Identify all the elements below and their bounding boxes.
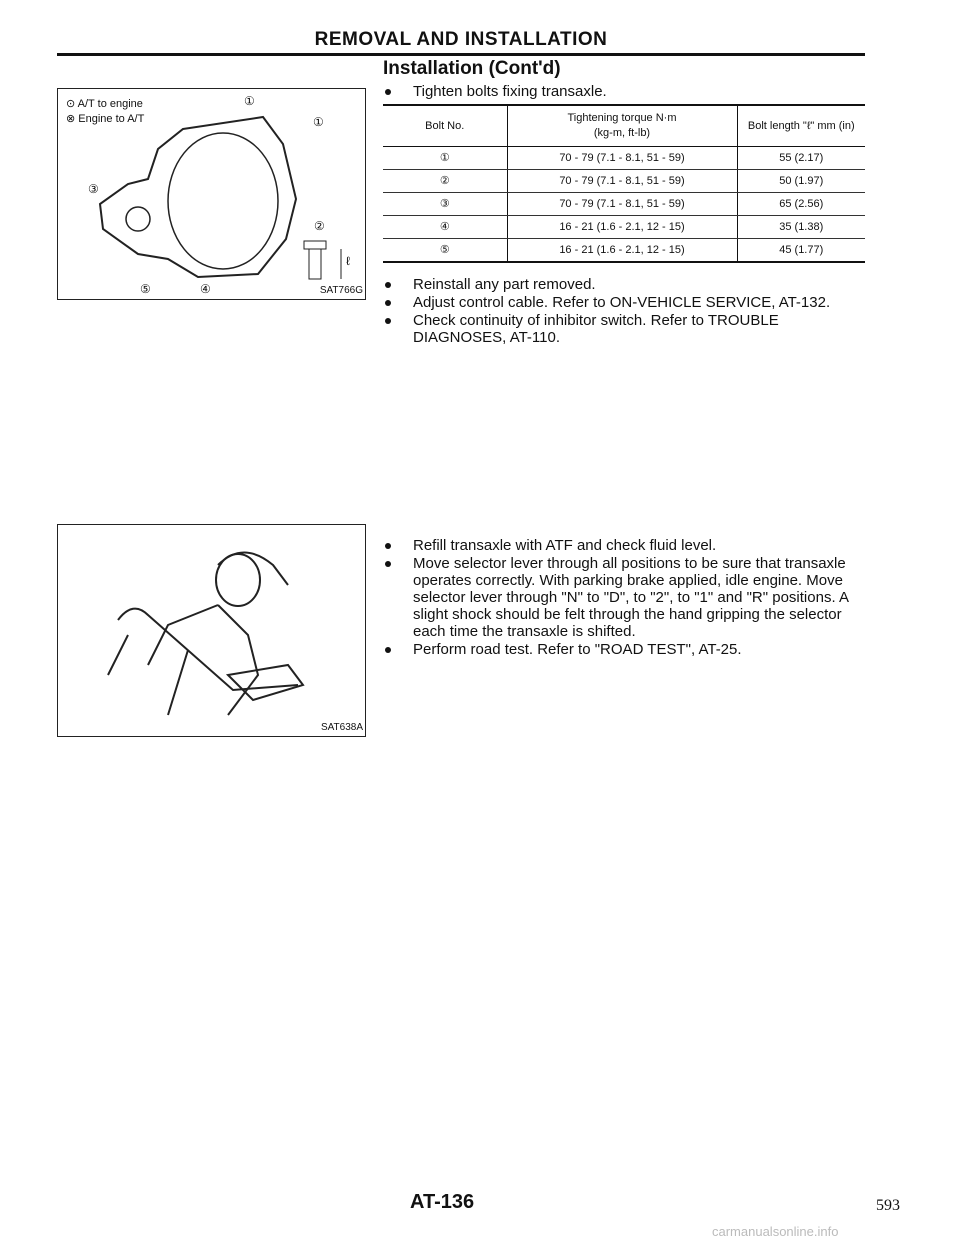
figure-legend bbox=[66, 97, 181, 127]
table-row bbox=[383, 147, 865, 170]
cell: 65 (2.56) bbox=[737, 193, 865, 216]
legend-engine-to-at: ⊗ Engine to A/T bbox=[66, 113, 145, 125]
cell: 35 (1.38) bbox=[737, 216, 865, 239]
cell: 70 - 79 (7.1 - 8.1, 51 - 59) bbox=[507, 147, 737, 170]
cell: 50 (1.97) bbox=[737, 170, 865, 193]
cell: 70 - 79 (7.1 - 8.1, 51 - 59) bbox=[507, 193, 737, 216]
section-subtitle: Installation (Cont'd) bbox=[383, 58, 561, 79]
cell: ④ bbox=[383, 216, 507, 239]
callout-1b: ① bbox=[313, 115, 324, 129]
page-code: AT-136 bbox=[410, 1191, 475, 1213]
watermark: carmanualsonline.info bbox=[712, 1224, 839, 1239]
intro-bullet bbox=[383, 83, 865, 101]
selector-check-figure bbox=[57, 524, 366, 737]
cell: 70 - 79 (7.1 - 8.1, 51 - 59) bbox=[507, 170, 737, 193]
table-row bbox=[383, 239, 865, 263]
table-row bbox=[383, 170, 865, 193]
callout-2: ② bbox=[314, 219, 325, 233]
cell: 16 - 21 (1.6 - 2.1, 12 - 15) bbox=[507, 216, 737, 239]
callout-5: ⑤ bbox=[140, 282, 151, 296]
cell: ② bbox=[383, 170, 507, 193]
cell: 45 (1.77) bbox=[737, 239, 865, 263]
bullet-item: Check continuity of inhibitor switch. Refer to TROUBLE DIAGNOSES, AT-110. bbox=[383, 312, 865, 346]
cell: ⑤ bbox=[383, 239, 507, 263]
table-row bbox=[383, 216, 865, 239]
callout-3: ③ bbox=[88, 182, 99, 196]
bullet-item: Move selector lever through all positions to be sure that transaxle operates correctly. With parking brake applied, idle engine. Move selector lever through "N" to "D", to "2", to "1" and "R" positions. A slight shock should be felt through the hand gripping the selector each time the transaxle is shifted. bbox=[383, 555, 865, 640]
cell: 16 - 21 (1.6 - 2.1, 12 - 15) bbox=[507, 239, 737, 263]
bullet-item: Perform road test. Refer to "ROAD TEST", AT-25. bbox=[383, 641, 865, 658]
figure-id: SAT766G bbox=[319, 285, 363, 296]
col-bolt-no: Bolt No. bbox=[383, 105, 507, 147]
page-number: 593 bbox=[876, 1197, 900, 1214]
cell: ① bbox=[383, 147, 507, 170]
col-length: Bolt length "ℓ" mm (in) bbox=[737, 105, 865, 147]
section-header: REMOVAL AND INSTALLATION bbox=[314, 29, 608, 50]
mechanic-illustration bbox=[58, 525, 365, 736]
col-torque: Tightening torque N·m (kg-m, ft-lb) bbox=[507, 105, 737, 147]
bullet-list-2 bbox=[383, 537, 865, 659]
bullet-list-1 bbox=[383, 276, 865, 347]
bolt-torque-table bbox=[383, 104, 865, 263]
table-row bbox=[383, 193, 865, 216]
bullet-item: Reinstall any part removed. bbox=[383, 276, 865, 293]
cell: 55 (2.17) bbox=[737, 147, 865, 170]
bullet-item: Tighten bolts fixing transaxle. bbox=[383, 83, 865, 100]
callout-4: ④ bbox=[200, 282, 211, 296]
callout-1: ① bbox=[244, 94, 255, 108]
bullet-item: Refill transaxle with ATF and check fluid level. bbox=[383, 537, 865, 554]
legend-at-to-engine: ⊙ A/T to engine bbox=[66, 98, 143, 110]
bolt-location-figure bbox=[57, 88, 366, 300]
cell: ③ bbox=[383, 193, 507, 216]
figure-id: SAT638A bbox=[320, 722, 363, 733]
length-label: ℓ bbox=[346, 254, 350, 268]
table-header-row bbox=[383, 105, 865, 147]
bullet-item: Adjust control cable. Refer to ON-VEHICLE SERVICE, AT-132. bbox=[383, 294, 865, 311]
header-rule bbox=[57, 53, 865, 56]
